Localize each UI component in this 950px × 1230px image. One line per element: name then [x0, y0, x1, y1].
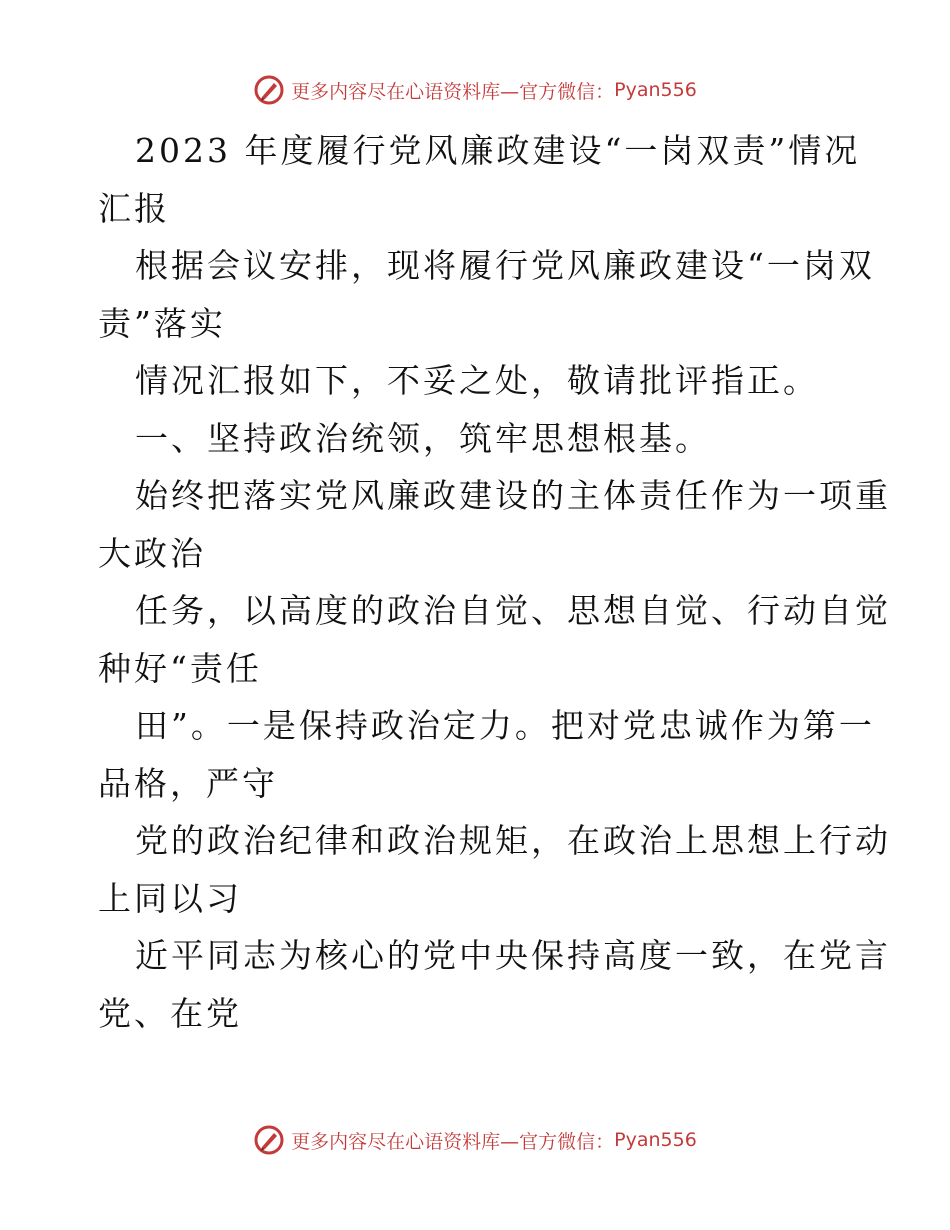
document-line: 根据会议安排，现将履行党风廉政建设“一岗双	[135, 246, 875, 285]
document-line: 任务，以高度的政治自觉、思想自觉、行动自觉	[135, 591, 891, 630]
watermark-text: 更多内容尽在心语资料库—官方微信：	[291, 80, 615, 103]
document-line: 一、坚持政治统领，筑牢思想根基。	[135, 418, 711, 458]
pen-seal-icon	[253, 1124, 285, 1156]
document-line: 党的政治纪律和政治规矩，在政治上思想上行动	[135, 821, 891, 860]
document-line: 责”落实	[98, 303, 226, 343]
document-line: 品格，严守	[98, 763, 278, 803]
document-line: 情况汇报如下，不妥之处，敬请批评指正。	[135, 361, 819, 400]
document-line: 种好“责任	[98, 648, 262, 688]
document-line: 田”。一是保持政治定力。把对党忠诚作为第一	[135, 706, 875, 745]
document-line: 大政治	[98, 533, 206, 573]
document-line: 近平同志为核心的党中央保持高度一致，在党言	[135, 936, 891, 975]
document-line: 上同以习	[98, 878, 242, 918]
pen-seal-icon	[253, 74, 285, 106]
watermark-text: 更多内容尽在心语资料库—官方微信：	[291, 1130, 615, 1153]
document-line: 党、在党	[98, 993, 242, 1033]
header-watermark	[0, 72, 950, 108]
document-line: 始终把落实党风廉政建设的主体责任作为一项重	[135, 476, 891, 515]
footer-watermark	[0, 1122, 950, 1158]
watermark-wechat-id: Pyan556	[614, 79, 697, 101]
watermark-wechat-id: Pyan556	[614, 1129, 697, 1151]
document-body	[98, 122, 891, 1042]
document-line: 汇报	[98, 188, 170, 228]
document-line: 2023 年度履行党风廉政建设“一岗双责”情况	[135, 131, 861, 170]
